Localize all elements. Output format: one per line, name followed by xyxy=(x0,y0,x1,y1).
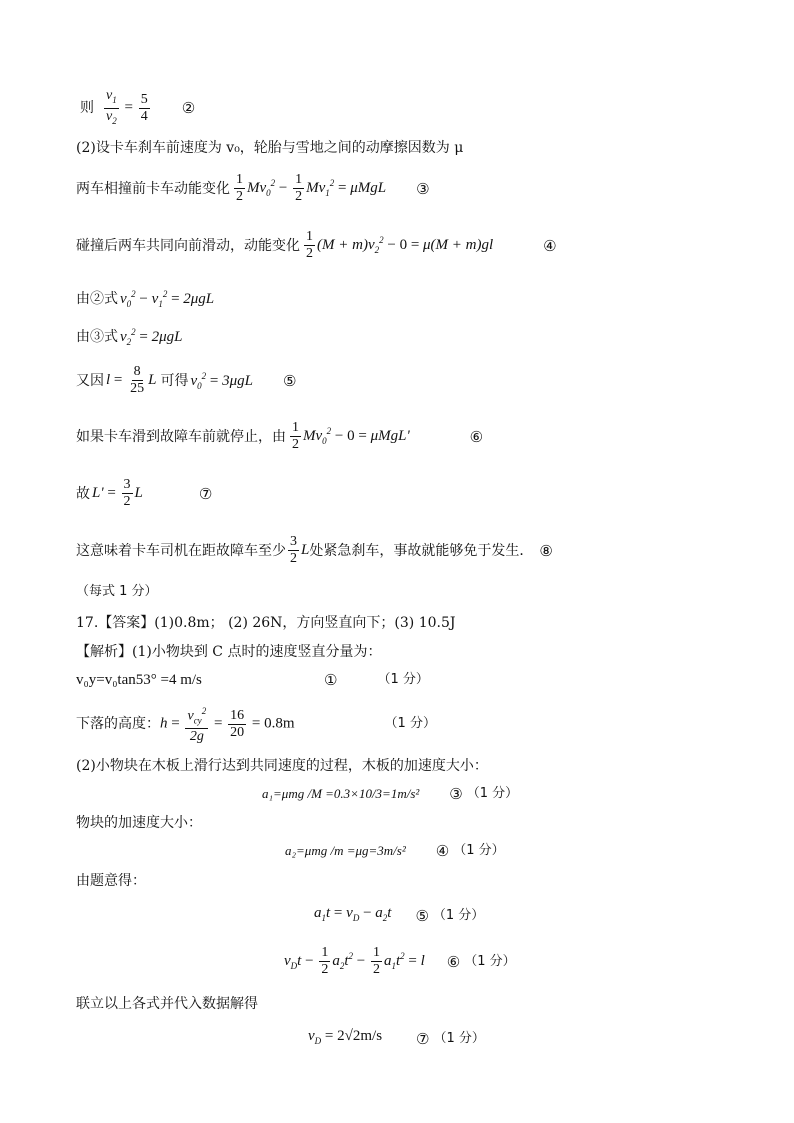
ratio-equation xyxy=(80,88,195,129)
result-distance: 故 L' = $\frac{3}{2}$ L ⑦ xyxy=(76,477,213,509)
kinetic-energy-after-collision: 碰撞后两车共同向前滑动，动能变化 $\frac{1}{2}$ $(M + m)v_2^2 - 0 = \mu(M + m)gl$ ④ xyxy=(76,229,557,261)
equation-marker-5b: ⑤ xyxy=(415,906,429,925)
derived-equation-3: 又因 l = $\frac{8}{25}$ L 可得 $v_0^2 = 3\mu gL$ ⑤ xyxy=(76,364,297,396)
equation-marker-8: ⑧ xyxy=(539,541,553,560)
equation-marker-5: ⑤ xyxy=(283,371,297,390)
assumption-line: (2)设卡车刹车前速度为 v₀，轮胎与雪地之间的动摩擦因数为 μ xyxy=(76,140,464,156)
equation-marker-4b: ④ xyxy=(435,842,450,860)
ratio-prefix: 则 xyxy=(80,100,94,117)
equation-marker-4: ④ xyxy=(543,236,557,255)
equation-marker-7: ⑦ xyxy=(198,484,213,503)
fall-height-equation: 下落的高度： h = $\frac{v_{cy}^2}{2g}$ = $\frac{16}{20}$ = 0.8m （1 分） xyxy=(76,703,436,745)
conclusion-line: 这意味着卡车司机在距故障车至少 $\frac{3}{2}$ L 处紧急刹车，事故就能够免于发生． ⑧ xyxy=(76,534,553,566)
derived-equation-2: 由③式 $v_2^2 = 2\mu gL$ xyxy=(76,327,183,347)
derived-equation-1: 由②式 $v_0^2 - v_1^2 = 2\mu gL$ xyxy=(76,289,215,309)
equation-marker-6: ⑥ xyxy=(469,427,484,446)
common-velocity-equation: $a_1t = v_D - a_2t$ ⑤ （1 分） xyxy=(314,905,485,925)
ratio-formula: $\frac{v_1}{v_2}$ = $\frac{5}{4}$ xyxy=(106,88,148,126)
answer-17: 17.【答案】(1)0.8m； (2) 26N，方向竖直向下；(3) 10.5J xyxy=(76,615,456,631)
equation-marker-3b: ③ xyxy=(449,785,463,803)
equation-marker-3: ③ xyxy=(416,179,430,198)
scoring-note: （每式 1 分） xyxy=(76,584,158,599)
equation-marker-7b: ⑦ xyxy=(416,1029,430,1048)
final-velocity-equation: $v_D = 2√2m/s$ ⑦ （1 分） xyxy=(308,1028,485,1048)
equation-marker-6b: ⑥ xyxy=(446,952,461,971)
by-problem-label: 由题意得： xyxy=(76,873,146,889)
stop-condition: 如果卡车滑到故障车前就停止，由 $\frac{1}{2}$ $Mv_0^2 - 0 = \mu MgL'$ ⑥ xyxy=(76,420,484,452)
displacement-equation: $v_Dt$ − $\frac{1}{2}$ $a_2t^2$ − $\frac{1}{2}$ $a_1t^2 = l$ ⑥ （1 分） xyxy=(284,945,516,977)
kinetic-energy-before-collision: 两车相撞前卡车动能变化 $\frac{1}{2}$ $Mv_0^2$ − $\frac{1}{2}$ $Mv_1^2 = \mu MgL$ ③ xyxy=(76,172,430,204)
analysis-17-part1: 【解析】(1)小物块到 C 点时的速度竖直分量为： xyxy=(76,644,382,660)
block-acceleration-label: 物块的加速度大小： xyxy=(76,815,202,831)
analysis-17-part2: (2)小物块在木板上滑行达到共同速度的过程，木板的加速度大小： xyxy=(76,758,488,774)
block-acceleration-equation: a₂=μmg /m =μg=3m/s² ④ （1 分） xyxy=(285,842,505,860)
vertical-velocity-equation: v₀y=v₀tan53° =4 m/s ① （1 分） xyxy=(76,671,429,689)
combine-equations-label: 联立以上各式并代入数据解得 xyxy=(76,996,258,1012)
board-acceleration-equation: a₁=μmg /M =0.3×10/3=1m/s² ③ （1 分） xyxy=(262,785,519,803)
equation-marker-1: ① xyxy=(324,671,338,689)
equation-marker-2: ② xyxy=(181,99,196,118)
